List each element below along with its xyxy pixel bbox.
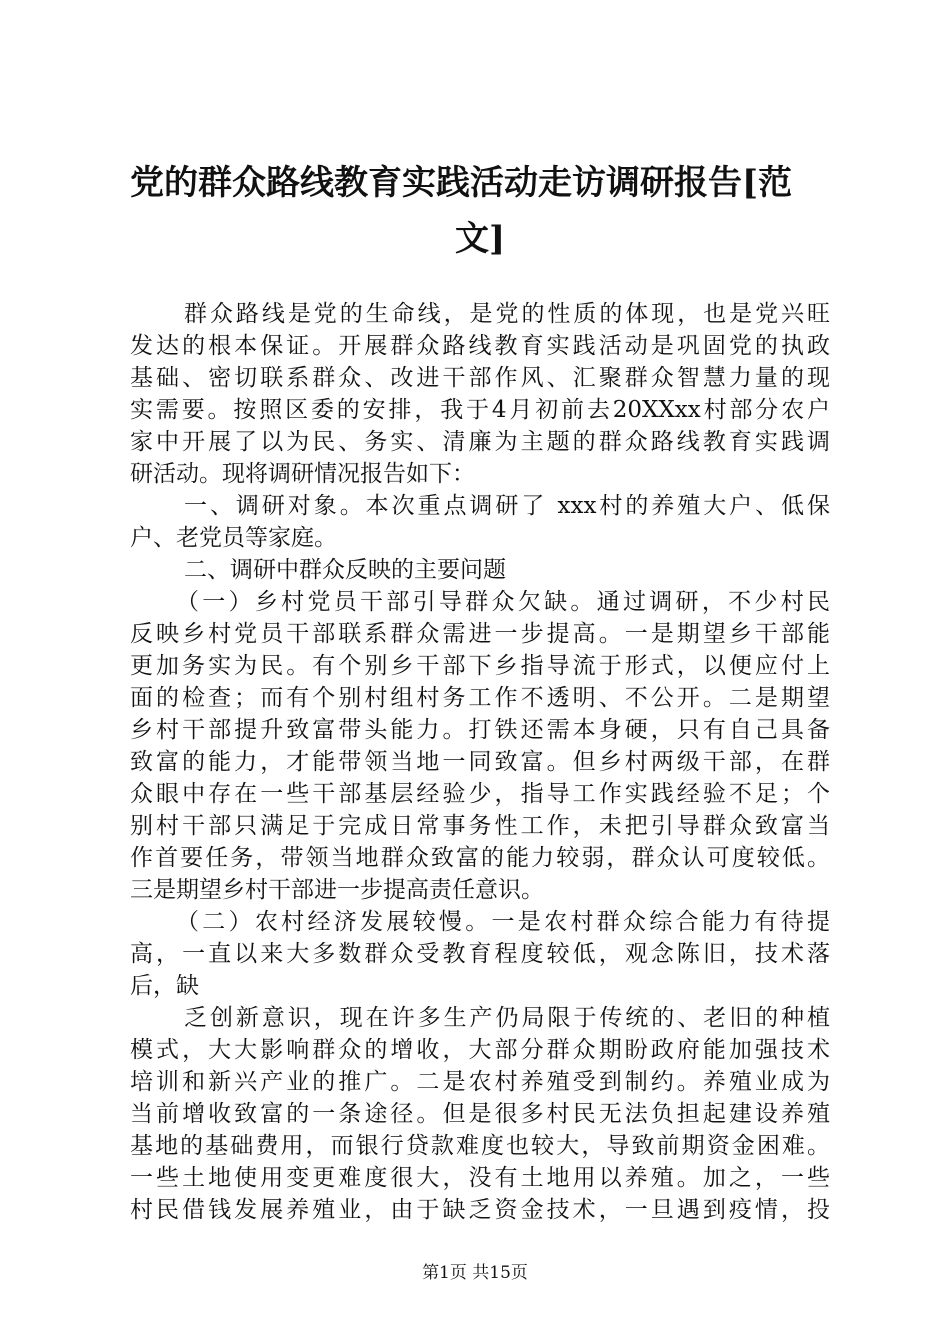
body-line: 众眼中存在一些干部基层经验少，指导工作实践经验不足；个 (130, 781, 830, 807)
body-line: 一、调研对象。本次重点调研了 xxx村的养殖大户、低保 (184, 493, 830, 519)
body-line: 致富的能力，才能带领当地一同致富。但乡村两级干部，在群 (130, 749, 830, 775)
body-line: 后，缺 (130, 973, 199, 999)
body-line: 反映乡村党员干部联系群众需进一步提高。一是期望乡干部能 (130, 621, 830, 647)
document-title-line-2: 文] (454, 219, 506, 259)
body-line: 家中开展了以为民、务实、清廉为主题的群众路线教育实践调 (130, 429, 830, 455)
body-line: （一）乡村党员干部引导群众欠缺。通过调研，不少村民 (176, 589, 830, 615)
body-line: 群众路线是党的生命线，是党的性质的体现，也是党兴旺 (184, 301, 830, 327)
body-line: 基地的基础费用，而银行贷款难度也较大，导致前期资金困难。 (130, 1133, 830, 1159)
body-line: 发达的根本保证。开展群众路线教育实践活动是巩固党的执政 (130, 333, 830, 359)
body-line: 模式，大大影响群众的增收，大部分群众期盼政府能加强技术 (130, 1037, 830, 1063)
body-line: 基础、密切联系群众、改进干部作风、汇聚群众智慧力量的现 (130, 365, 830, 391)
section-heading: 二、调研中群众反映的主要问题 (184, 557, 506, 583)
body-line: （二）农村经济发展较慢。一是农村群众综合能力有待提 (176, 909, 830, 935)
body-line: 面的检查；而有个别村组村务工作不透明、不公开。二是期望 (130, 685, 830, 711)
body-line: 三是期望乡村干部进一步提高责任意识。 (130, 877, 544, 903)
body-line: 实需要。按照区委的安排，我于4月初前去20XXxx村部分农户 (130, 397, 830, 423)
body-line: 别村干部只满足于完成日常事务性工作，未把引导群众致富当 (130, 813, 830, 839)
body-line: 高，一直以来大多数群众受教育程度较低，观念陈旧，技术落 (130, 941, 830, 967)
body-line: 培训和新兴产业的推广。二是农村养殖受到制约。养殖业成为 (130, 1069, 830, 1095)
body-line: 乏创新意识，现在许多生产仍局限于传统的、老旧的种植 (184, 1005, 830, 1031)
document-title-line-1: 党的群众路线教育实践活动走访调研报告[范 (130, 163, 793, 203)
body-line: 作首要任务，带领当地群众致富的能力较弱，群众认可度较低。 (130, 845, 830, 871)
page-number: 第1页 共15页 (422, 1263, 528, 1283)
body-line: 一些土地使用变更难度很大，没有土地用以养殖。加之，一些 (130, 1165, 830, 1191)
body-line: 户、老党员等家庭。 (130, 525, 337, 551)
body-line: 当前增收致富的一条途径。但是很多村民无法负担起建设养殖 (130, 1101, 830, 1127)
body-line: 村民借钱发展养殖业，由于缺乏资金技术，一旦遇到疫情，投 (130, 1197, 830, 1223)
body-line: 研活动。现将调研情况报告如下： (130, 461, 475, 487)
body-line: 更加务实为民。有个别乡干部下乡指导流于形式，以便应付上 (130, 653, 830, 679)
body-line: 乡村干部提升致富带头能力。打铁还需本身硬，只有自己具备 (130, 717, 830, 743)
